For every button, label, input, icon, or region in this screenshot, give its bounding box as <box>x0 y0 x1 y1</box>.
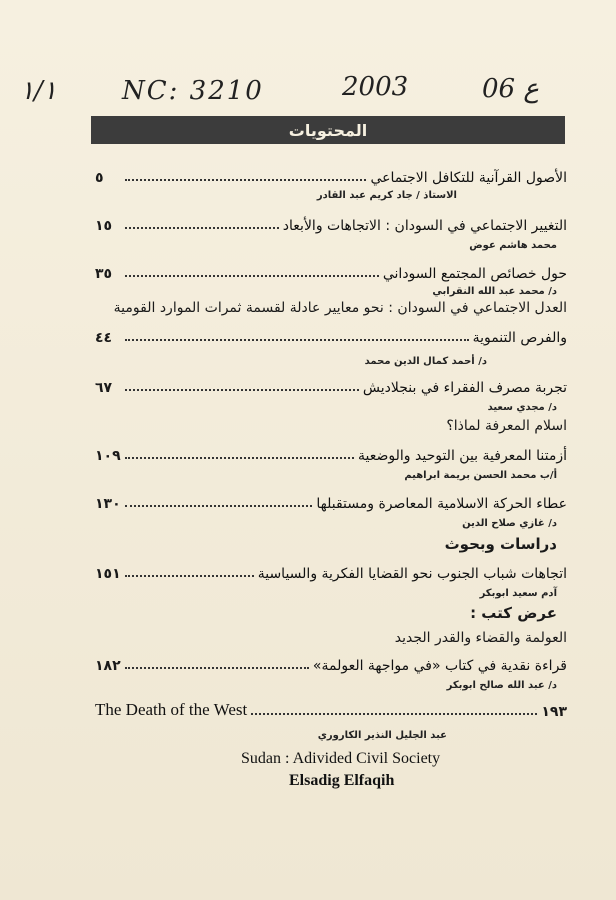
entry-author: آدم سعيد ابوبكر <box>479 588 557 599</box>
entry-title: التغيير الاجتماعي في السودان : الاتجاهات والأبعاد <box>282 218 567 234</box>
entry-title: تجربة مصرف الفقراء في بنجلاديش <box>362 380 567 396</box>
dot-leader <box>251 713 537 715</box>
page-number: ١٠٩ <box>95 448 121 464</box>
entry-title-plain[interactable]: اسلام المعرفة لماذا؟ <box>446 418 567 434</box>
entry-author: د/ محمد عبد الله النقرابي <box>432 286 557 297</box>
toc-entry[interactable] <box>95 162 567 186</box>
entry-author: محمد هاشم عوض <box>469 240 557 251</box>
toc-entry[interactable] <box>95 650 567 674</box>
page-number: ١٨٢ <box>95 658 121 674</box>
toc-entry[interactable] <box>95 696 567 720</box>
dot-leader <box>125 575 254 577</box>
toc-entry[interactable] <box>95 210 567 234</box>
sudan-title[interactable]: Sudan : Adivided Civil Society <box>241 750 441 767</box>
entry-title: حول خصائص المجتمع السوداني <box>382 266 567 282</box>
entry-title: والفرص التنموية <box>472 330 567 346</box>
entry-title-line1[interactable]: العدل الاجتماعي في السودان : نحو معايير عادلة لقسمة ثمرات الموارد القومية <box>113 300 567 316</box>
entry-title: The Death of the West <box>95 700 248 719</box>
page-number: ٦٧ <box>95 380 113 396</box>
entry-author: الاستاذ / جاد كريم عبد القادر <box>316 190 457 201</box>
dot-leader <box>125 389 359 391</box>
toc-entry[interactable] <box>95 558 567 582</box>
page-number: ١٩٣ <box>541 704 567 720</box>
section-heading-studies: دراسات وبحوث <box>444 535 557 553</box>
toc-entry[interactable] <box>95 440 567 464</box>
entry-title: أزمتنا المعرفية بين التوحيد والوضعية <box>358 448 567 464</box>
section-heading-reviews: عرض كتب : <box>470 604 557 622</box>
entry-author: د/ أحمد كمال الدين محمد <box>364 356 487 367</box>
dot-leader <box>125 457 354 459</box>
toc-entry[interactable] <box>95 372 567 396</box>
page-number: ٤٤ <box>95 330 113 346</box>
dot-leader <box>125 505 312 507</box>
handwritten-year: 2003 <box>342 72 409 102</box>
contents-title: المحتويات <box>288 120 368 140</box>
entry-author: د/ مجدي سعيد <box>487 402 557 413</box>
handwritten-catalog-number: NC: 3210 <box>122 76 264 106</box>
entry-title: الأصول القرآنية للتكافل الاجتماعي <box>370 170 567 186</box>
contents-header <box>91 116 565 144</box>
toc-entry[interactable] <box>95 258 567 282</box>
handwritten-fraction: ١/١ <box>20 76 57 106</box>
entry-title: عطاء الحركة الاسلامية المعاصرة ومستقبلها <box>316 496 567 512</box>
dot-leader <box>125 179 366 181</box>
page-number: ١٥١ <box>95 566 121 582</box>
page-number: ٥ <box>95 170 104 186</box>
entry-title: اتجاهات شباب الجنوب نحو القضايا الفكرية والسياسية <box>257 566 567 582</box>
entry-title: قراءة نقدية في كتاب «في مواجهة العولمة» <box>312 658 567 674</box>
toc-entry[interactable] <box>95 322 567 346</box>
page-number: ١٣٠ <box>95 496 121 512</box>
dot-leader <box>125 227 279 229</box>
sudan-author: Elsadig Elfaqih <box>289 772 395 789</box>
dot-leader <box>125 275 379 277</box>
entry-author: د/ عبد الله صالح ابوبكر <box>446 680 557 691</box>
handwritten-notes <box>0 72 616 112</box>
review-title-line1[interactable]: العولمة والقضاء والقدر الجديد <box>394 630 567 646</box>
dot-leader <box>125 667 309 669</box>
handwritten-issue: ع 06 <box>482 74 539 104</box>
page-number: ٣٥ <box>95 266 113 282</box>
page-number: ١٥ <box>95 218 113 234</box>
dot-leader <box>125 339 469 341</box>
entry-author: عبد الجليل النذير الكاروري <box>317 730 447 741</box>
entry-author: د/ غازي صلاح الدين <box>462 518 557 529</box>
entry-author: أ/ب محمد الحسن بريمة ابراهيم <box>404 470 557 481</box>
toc-entry[interactable] <box>95 488 567 512</box>
